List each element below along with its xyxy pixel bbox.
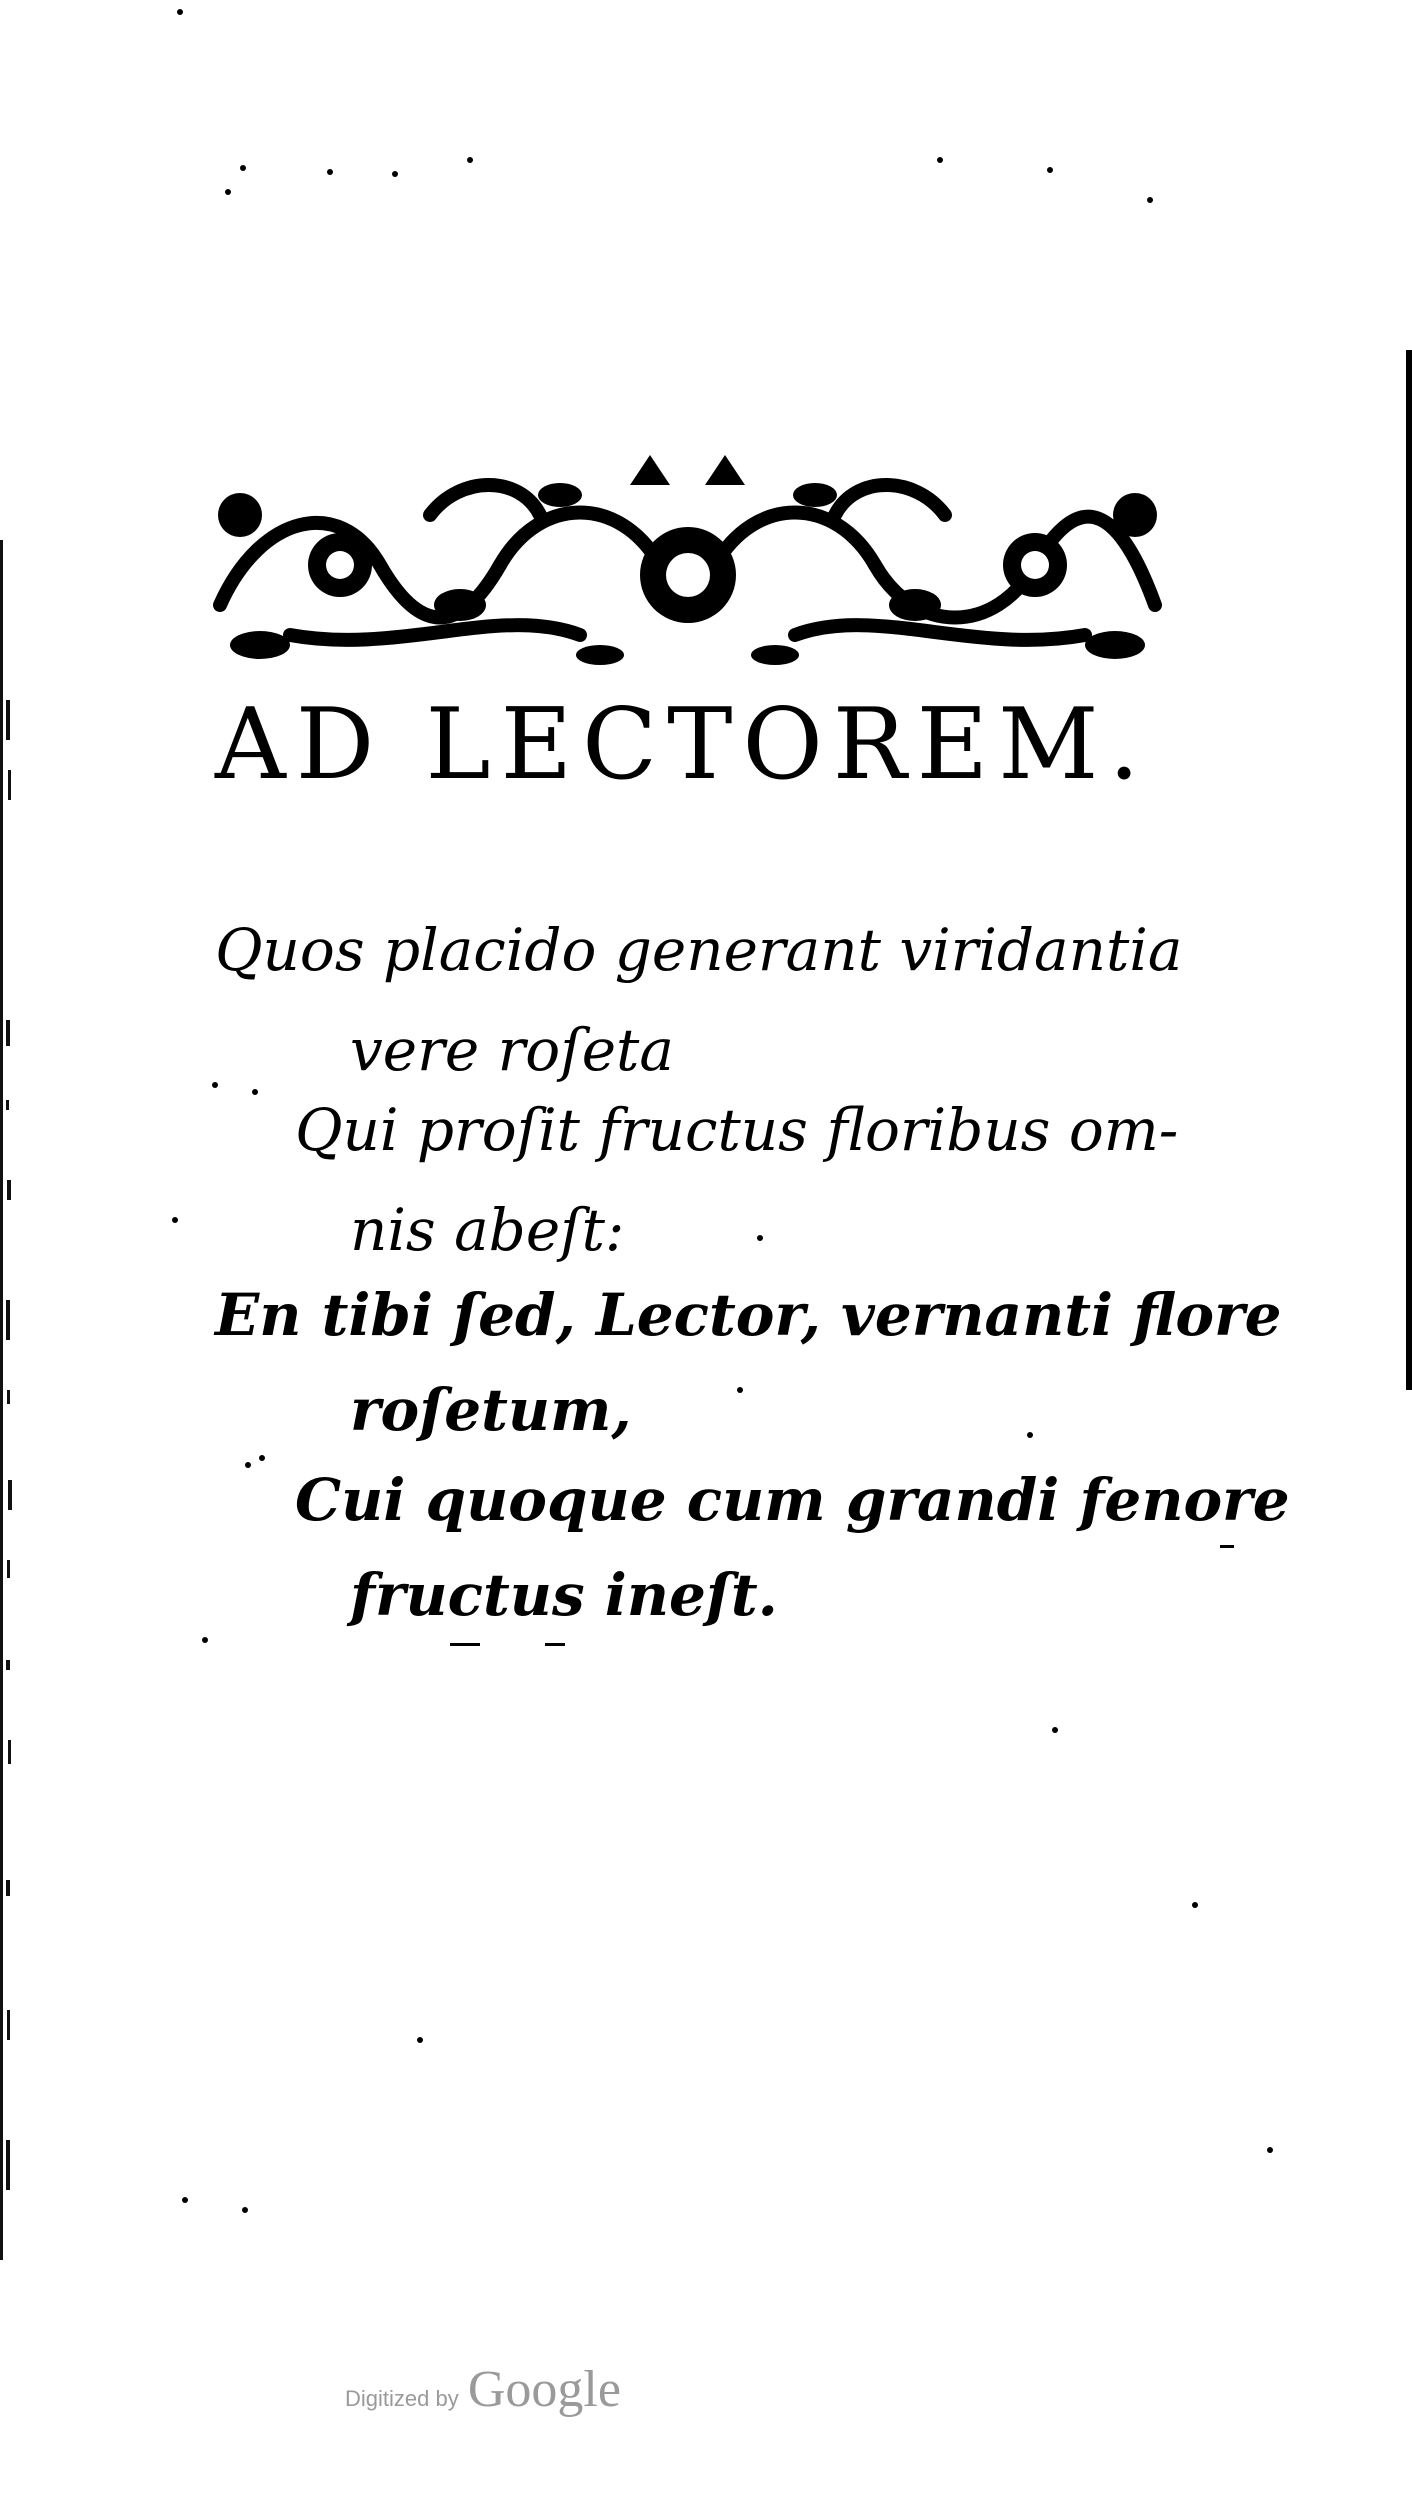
poem-line: En tibi ſed, Lector, vernanti flore xyxy=(215,1281,1282,1349)
poem-line: Quos placido generant viridantia xyxy=(215,916,1183,984)
poem-line: roſetum, xyxy=(350,1376,632,1444)
google-logo: Google xyxy=(467,2361,621,2418)
poem-line: Cui quoque cum grandi fenore xyxy=(295,1466,1290,1534)
poem-line: vere roſeta xyxy=(350,1016,674,1084)
poem-line: Qui proſit fructus floribus om- xyxy=(295,1096,1179,1164)
digitized-by-google-watermark xyxy=(345,2360,745,2430)
poem-line: fructus ineſt. xyxy=(350,1561,778,1629)
poem-line: nis abeſt: xyxy=(350,1196,625,1264)
digitized-label: Digitized by xyxy=(345,2386,459,2411)
page-heading: AD LECTOREM. xyxy=(215,688,1150,802)
